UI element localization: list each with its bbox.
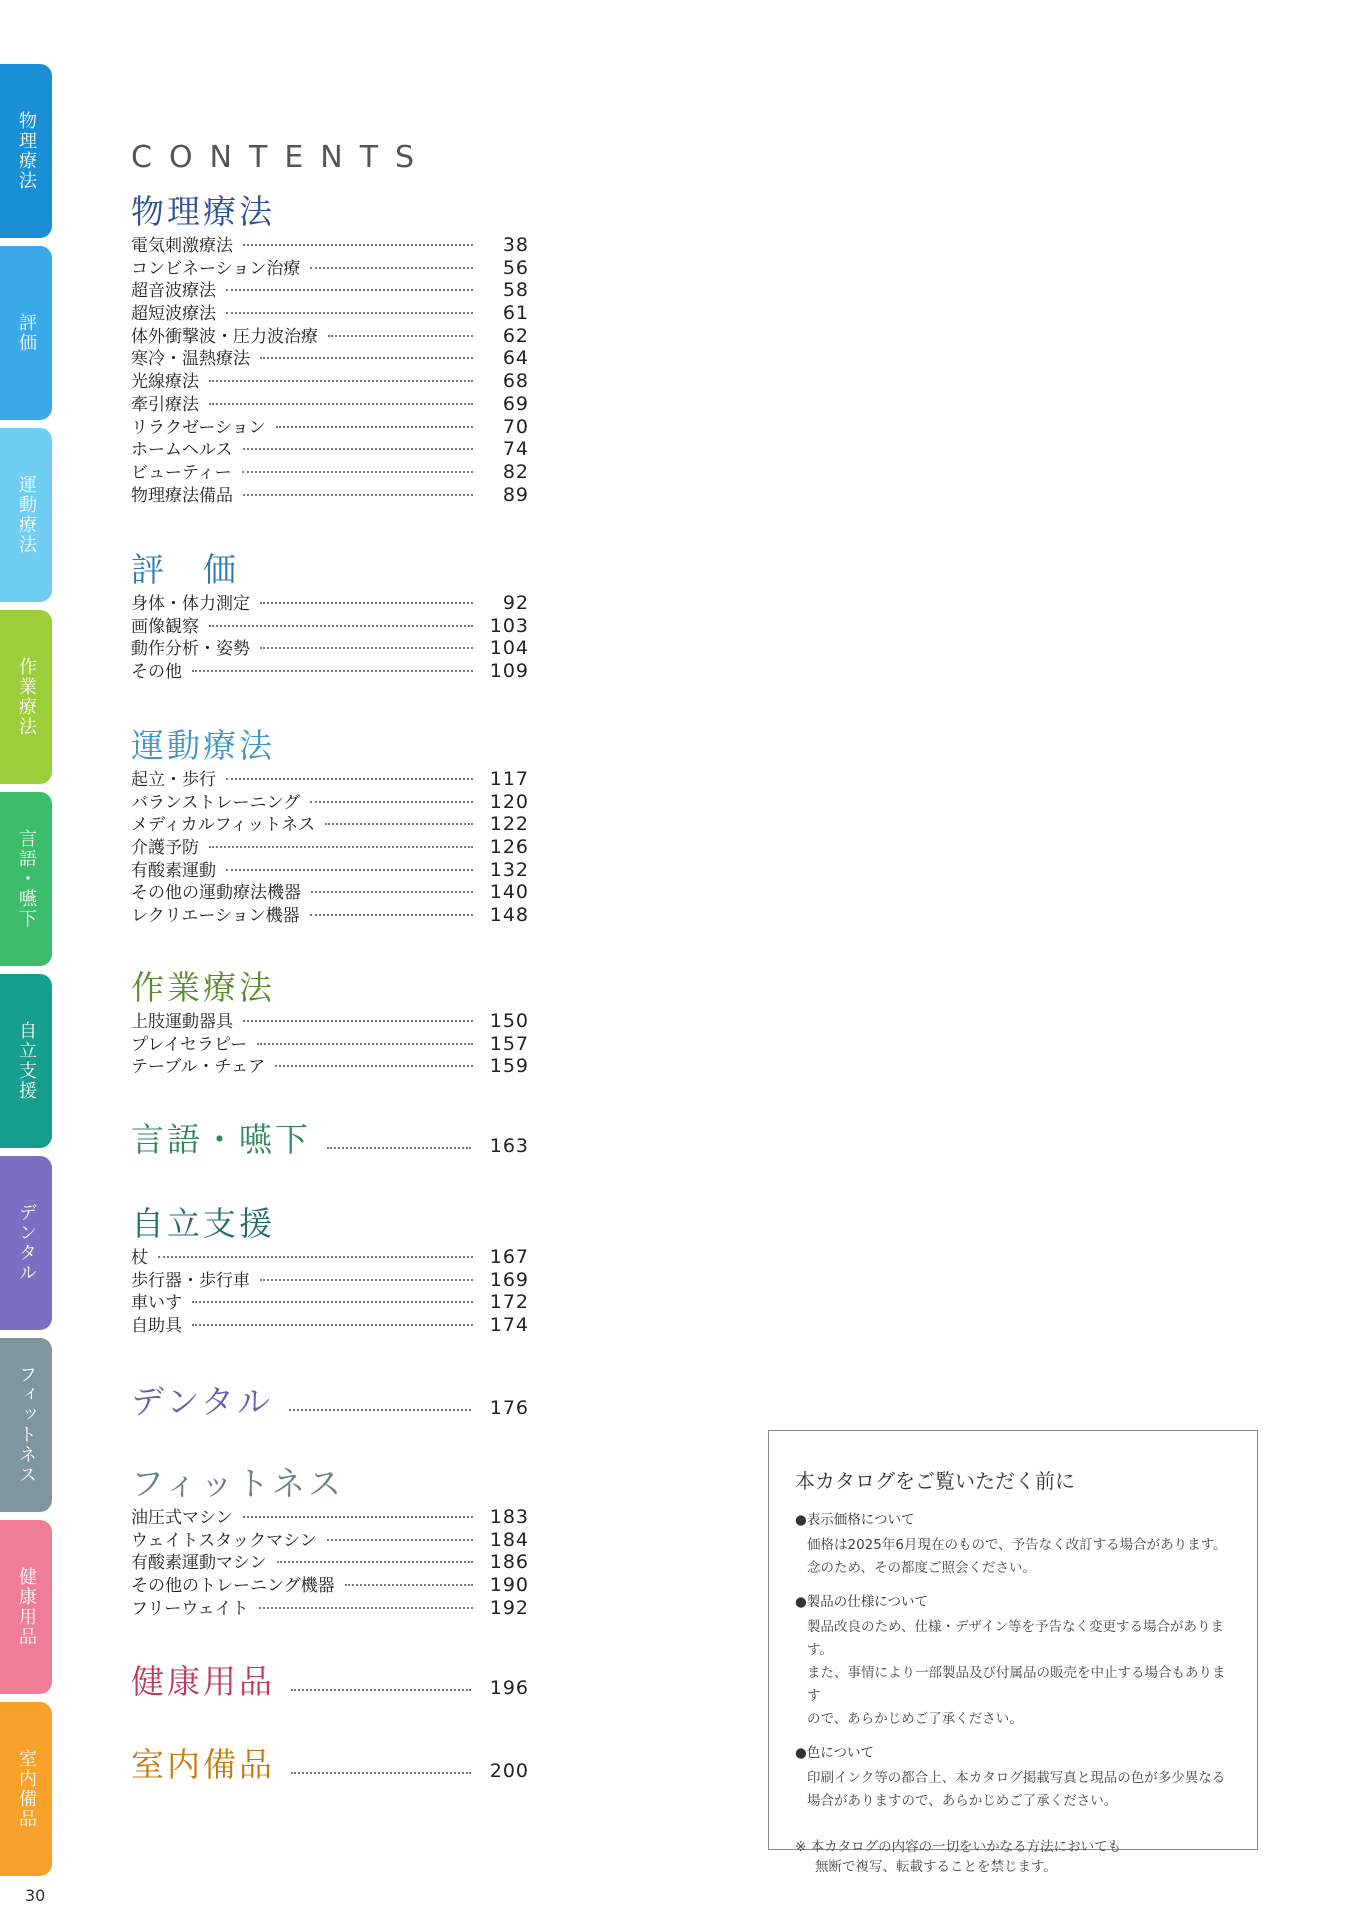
dot-leader bbox=[192, 1301, 473, 1303]
notice-line: また、事情により一部製品及び付属品の販売を中止する場合もあります bbox=[807, 1665, 1226, 1704]
page-ref: 169 bbox=[489, 1268, 529, 1291]
toc-entry[interactable] bbox=[131, 302, 529, 325]
toc-entry[interactable] bbox=[131, 1010, 529, 1033]
page-ref: 58 bbox=[502, 279, 529, 302]
toc-entry[interactable] bbox=[131, 768, 529, 791]
section-eval bbox=[131, 548, 529, 683]
page-ref: 163 bbox=[489, 1135, 529, 1157]
section-title: フィットネス bbox=[131, 1464, 345, 1503]
page-ref: 150 bbox=[489, 1010, 529, 1032]
toc-entry[interactable] bbox=[131, 1529, 529, 1552]
dot-leader bbox=[243, 244, 473, 246]
notice-line: 念のため、その都度ご照会ください。 bbox=[807, 1560, 1036, 1576]
dot-leader bbox=[242, 471, 473, 473]
entry-label: 電気刺激療法 bbox=[131, 236, 233, 256]
dot-leader bbox=[310, 267, 473, 269]
dot-leader bbox=[243, 494, 473, 496]
page-ref: 157 bbox=[489, 1032, 529, 1055]
toc-entry[interactable] bbox=[131, 393, 529, 416]
toc-entry[interactable] bbox=[131, 1380, 529, 1424]
entry-label: 介護予防 bbox=[131, 838, 199, 859]
notice-price-heading: ●表示価格について bbox=[795, 1512, 915, 1528]
tab-physio[interactable] bbox=[0, 64, 52, 238]
tab-speech[interactable] bbox=[0, 792, 52, 966]
entry-label: 上肢運動器具 bbox=[131, 1012, 233, 1032]
toc-entry[interactable] bbox=[131, 234, 529, 257]
page-ref: 82 bbox=[502, 460, 529, 483]
entry-list bbox=[131, 1010, 529, 1078]
toc-entry[interactable] bbox=[131, 370, 529, 393]
page-ref: 196 bbox=[489, 1677, 529, 1699]
entry-label: リラクゼーション bbox=[131, 417, 266, 438]
dot-leader bbox=[209, 625, 473, 627]
dot-leader bbox=[328, 335, 473, 337]
notice-line: 印刷インク等の都合上、本カタログ掲載写真と現品の色が多少異なる bbox=[807, 1770, 1226, 1786]
page-ref: 186 bbox=[489, 1551, 529, 1574]
entry-label: 寒冷・温熱療法 bbox=[131, 349, 250, 370]
page-ref: 68 bbox=[502, 370, 529, 393]
page-ref: 192 bbox=[489, 1596, 529, 1619]
page-ref: 122 bbox=[489, 813, 529, 836]
tab-label: フィットネス bbox=[16, 1365, 37, 1485]
toc-entry[interactable] bbox=[131, 904, 529, 927]
toc-entry[interactable] bbox=[131, 1033, 529, 1056]
page-ref: 167 bbox=[489, 1246, 529, 1268]
tab-eval[interactable] bbox=[0, 246, 52, 420]
page-ref: 148 bbox=[489, 904, 529, 927]
page-ref: 126 bbox=[489, 836, 529, 859]
entry-label: 超短波療法 bbox=[131, 304, 216, 325]
notice-line: 製品改良のため、仕様・デザイン等を予告なく変更する場合があります。 bbox=[807, 1619, 1225, 1658]
dot-leader bbox=[192, 670, 473, 672]
dot-leader bbox=[158, 1256, 473, 1258]
tab-label: 物理療法 bbox=[16, 111, 37, 191]
section-title: 運動療法 bbox=[131, 726, 275, 765]
dot-leader bbox=[291, 1689, 471, 1691]
page-ref: 190 bbox=[489, 1574, 529, 1597]
tab-label: デンタル bbox=[16, 1203, 37, 1283]
page-ref: 132 bbox=[489, 858, 529, 881]
page-ref: 62 bbox=[502, 324, 529, 347]
page-ref: 184 bbox=[489, 1528, 529, 1551]
page-ref: 103 bbox=[489, 614, 529, 637]
entry-label: コンビネーション治療 bbox=[131, 258, 301, 279]
section-title: 物理療法 bbox=[131, 192, 275, 231]
dot-leader bbox=[327, 1539, 473, 1541]
dot-leader bbox=[243, 1020, 473, 1022]
dot-leader bbox=[310, 914, 473, 916]
notice-title: 本カタログをご覧いただく前に bbox=[795, 1469, 1075, 1493]
dot-leader bbox=[192, 1324, 473, 1326]
entry-label: 光線療法 bbox=[131, 372, 199, 393]
contents-heading: CONTENTS bbox=[131, 140, 432, 176]
toc-entry[interactable] bbox=[131, 461, 529, 484]
tab-label: 言語・嚥下 bbox=[16, 829, 37, 929]
page-ref: 176 bbox=[489, 1397, 529, 1419]
tab-interior[interactable] bbox=[0, 1702, 52, 1876]
tab-occupational[interactable] bbox=[0, 610, 52, 784]
entry-label: 歩行器・歩行車 bbox=[131, 1270, 250, 1291]
toc-entry[interactable] bbox=[131, 836, 529, 859]
entry-list bbox=[131, 592, 529, 683]
entry-label: 動作分析・姿勢 bbox=[131, 639, 250, 660]
entry-label: その他の運動療法機器 bbox=[131, 883, 301, 904]
tab-label: 健康用品 bbox=[16, 1567, 37, 1647]
section-title: 自立支援 bbox=[131, 1204, 275, 1243]
tab-label: 自立支援 bbox=[16, 1021, 37, 1101]
page-ref: 89 bbox=[502, 483, 529, 506]
toc-entry[interactable] bbox=[131, 1291, 529, 1314]
section-title: 健康用品 bbox=[131, 1662, 275, 1701]
section-title: 評 価 bbox=[131, 550, 239, 589]
dot-leader bbox=[310, 801, 473, 803]
entry-label: フリーウェイト bbox=[131, 1598, 249, 1619]
page-ref: 64 bbox=[502, 347, 529, 370]
page-ref: 120 bbox=[489, 790, 529, 813]
section-title: 作業療法 bbox=[131, 968, 275, 1007]
toc-entry[interactable] bbox=[131, 592, 529, 615]
dot-leader bbox=[260, 357, 473, 359]
dot-leader bbox=[275, 1065, 473, 1067]
page-number: 30 bbox=[25, 1886, 46, 1905]
page-ref: 159 bbox=[489, 1055, 529, 1078]
tab-label: 室内備品 bbox=[16, 1749, 37, 1829]
page-ref: 38 bbox=[502, 234, 529, 256]
entry-label: 車いす bbox=[131, 1293, 182, 1314]
dot-leader bbox=[345, 1584, 473, 1586]
entry-label: その他のトレーニング機器 bbox=[131, 1576, 335, 1597]
dot-leader bbox=[226, 778, 473, 780]
notice-color-heading: ●色について bbox=[795, 1745, 875, 1761]
dot-leader bbox=[243, 1516, 473, 1518]
notice-spec-body bbox=[807, 1616, 1231, 1731]
section-independence bbox=[131, 1202, 529, 1337]
toc-entry[interactable] bbox=[131, 660, 529, 683]
dot-leader bbox=[226, 289, 473, 291]
page-ref: 70 bbox=[502, 415, 529, 438]
toc-entry[interactable] bbox=[131, 615, 529, 638]
toc-entry[interactable] bbox=[131, 1660, 529, 1704]
notice-color-body bbox=[807, 1767, 1231, 1813]
notice-line: 価格は2025年6月現在のもので、予告なく改訂する場合があります。 bbox=[807, 1537, 1227, 1553]
toc-entry[interactable] bbox=[131, 791, 529, 814]
toc-entry[interactable] bbox=[131, 1055, 529, 1078]
toc-entry[interactable] bbox=[131, 859, 529, 882]
entry-label: 体外衝撃波・圧力波治療 bbox=[131, 326, 318, 347]
entry-label: 有酸素運動マシン bbox=[131, 1553, 267, 1574]
entry-label: 身体・体力測定 bbox=[131, 594, 250, 614]
section-speech bbox=[131, 1118, 529, 1162]
section-physio bbox=[131, 190, 529, 506]
notice-line: ※ 本カタログの内容の一切をいかなる方法においても bbox=[795, 1839, 1122, 1855]
tab-independence[interactable] bbox=[0, 974, 52, 1148]
page-ref: 61 bbox=[502, 302, 529, 325]
entry-label: ウェイトスタックマシン bbox=[131, 1530, 317, 1551]
entry-label: レクリエーション機器 bbox=[131, 906, 300, 927]
page-ref: 69 bbox=[502, 392, 529, 415]
toc-entry[interactable] bbox=[131, 484, 529, 507]
section-title: 言語・嚥下 bbox=[131, 1120, 311, 1159]
toc-entry[interactable] bbox=[131, 1118, 529, 1162]
dot-leader bbox=[311, 891, 473, 893]
notice-spec-heading: ●製品の仕様について bbox=[795, 1594, 929, 1610]
toc-entry[interactable] bbox=[131, 1269, 529, 1292]
entry-label: 超音波療法 bbox=[131, 281, 216, 302]
toc-entry[interactable] bbox=[131, 1314, 529, 1337]
page-ref: 172 bbox=[489, 1291, 529, 1314]
toc-entry[interactable] bbox=[131, 347, 529, 370]
entry-label: 油圧式マシン bbox=[131, 1508, 233, 1528]
toc-entry[interactable] bbox=[131, 1506, 529, 1529]
entry-list bbox=[131, 1246, 529, 1337]
toc-entry[interactable] bbox=[131, 1574, 529, 1597]
dot-leader bbox=[243, 448, 474, 450]
entry-list bbox=[131, 1506, 529, 1619]
page-ref: 109 bbox=[489, 660, 529, 683]
toc-entry[interactable] bbox=[131, 257, 529, 280]
tab-label: 作業療法 bbox=[16, 657, 37, 737]
notice-line: ので、あらかじめご了承ください。 bbox=[807, 1711, 1023, 1727]
page-ref: 92 bbox=[502, 592, 529, 614]
notice-footnote bbox=[795, 1837, 1231, 1877]
category-tab-bar bbox=[0, 0, 52, 1920]
entry-label: 自助具 bbox=[131, 1316, 182, 1337]
entry-label: バランストレーニング bbox=[131, 792, 301, 813]
entry-list bbox=[131, 768, 529, 927]
notice-line: 場合がありますので、あらかじめご了承ください。 bbox=[807, 1793, 1118, 1809]
toc-entry[interactable] bbox=[131, 637, 529, 660]
toc-entry[interactable] bbox=[131, 1551, 529, 1574]
dot-leader bbox=[291, 1772, 471, 1774]
dot-leader bbox=[260, 647, 473, 649]
toc-entry[interactable] bbox=[131, 1246, 529, 1269]
page-ref: 74 bbox=[502, 438, 529, 461]
dot-leader bbox=[260, 1279, 473, 1281]
dot-leader bbox=[277, 1561, 473, 1563]
tab-health[interactable] bbox=[0, 1520, 52, 1694]
entry-label: ホームヘルス bbox=[131, 440, 233, 461]
toc-entry[interactable] bbox=[131, 438, 529, 461]
toc-entry[interactable] bbox=[131, 813, 529, 836]
catalog-notice-box bbox=[768, 1430, 1258, 1875]
dot-leader bbox=[257, 1043, 473, 1045]
page-ref: 56 bbox=[502, 256, 529, 279]
page-ref: 183 bbox=[489, 1506, 529, 1528]
toc-entry[interactable] bbox=[131, 416, 529, 439]
entry-label: メディカルフィットネス bbox=[131, 815, 316, 836]
toc-entry[interactable] bbox=[131, 1597, 529, 1620]
page-ref: 174 bbox=[489, 1314, 529, 1337]
notice-price-body bbox=[807, 1534, 1231, 1580]
tab-dental[interactable] bbox=[0, 1156, 52, 1330]
section-fitness bbox=[131, 1462, 529, 1619]
entry-label: 杖 bbox=[131, 1248, 148, 1268]
entry-list bbox=[131, 234, 529, 506]
dot-leader bbox=[276, 426, 473, 428]
dot-leader bbox=[259, 1607, 473, 1609]
toc-entry[interactable] bbox=[131, 279, 529, 302]
dot-leader bbox=[325, 823, 473, 825]
dot-leader bbox=[289, 1409, 471, 1411]
entry-label: プレイセラピー bbox=[131, 1034, 248, 1055]
entry-label: 起立・歩行 bbox=[131, 770, 216, 790]
notice-line: 無断で複写、転載することを禁じます。 bbox=[815, 1859, 1057, 1875]
section-dental bbox=[131, 1380, 529, 1424]
entry-label: ビューティー bbox=[131, 462, 232, 483]
section-title: 室内備品 bbox=[131, 1745, 275, 1784]
entry-label: 画像観察 bbox=[131, 616, 199, 637]
page-ref: 200 bbox=[489, 1760, 529, 1782]
entry-label: その他 bbox=[131, 662, 182, 683]
entry-label: 物理療法備品 bbox=[131, 485, 233, 506]
toc-entry[interactable] bbox=[131, 881, 529, 904]
tab-exercise[interactable] bbox=[0, 428, 52, 602]
tab-label: 評価 bbox=[16, 313, 37, 353]
section-title: デンタル bbox=[131, 1382, 274, 1421]
section-health bbox=[131, 1660, 529, 1704]
section-exercise bbox=[131, 724, 529, 927]
dot-leader bbox=[260, 602, 473, 604]
section-interior bbox=[131, 1743, 529, 1787]
dot-leader bbox=[226, 869, 473, 871]
entry-label: テーブル・チェア bbox=[131, 1057, 265, 1078]
dot-leader bbox=[226, 312, 473, 314]
tab-label: 運動療法 bbox=[16, 475, 37, 555]
section-occupational bbox=[131, 966, 529, 1078]
toc-entry[interactable] bbox=[131, 325, 529, 348]
page-ref: 104 bbox=[489, 637, 529, 660]
entry-label: 有酸素運動 bbox=[131, 860, 216, 881]
tab-fitness[interactable] bbox=[0, 1338, 52, 1512]
dot-leader bbox=[209, 846, 473, 848]
dot-leader bbox=[209, 403, 473, 405]
entry-label: 牽引療法 bbox=[131, 394, 199, 415]
dot-leader bbox=[327, 1147, 471, 1149]
page-ref: 140 bbox=[489, 881, 529, 904]
dot-leader bbox=[209, 380, 473, 382]
toc-entry[interactable] bbox=[131, 1743, 529, 1787]
page-ref: 117 bbox=[489, 768, 529, 790]
